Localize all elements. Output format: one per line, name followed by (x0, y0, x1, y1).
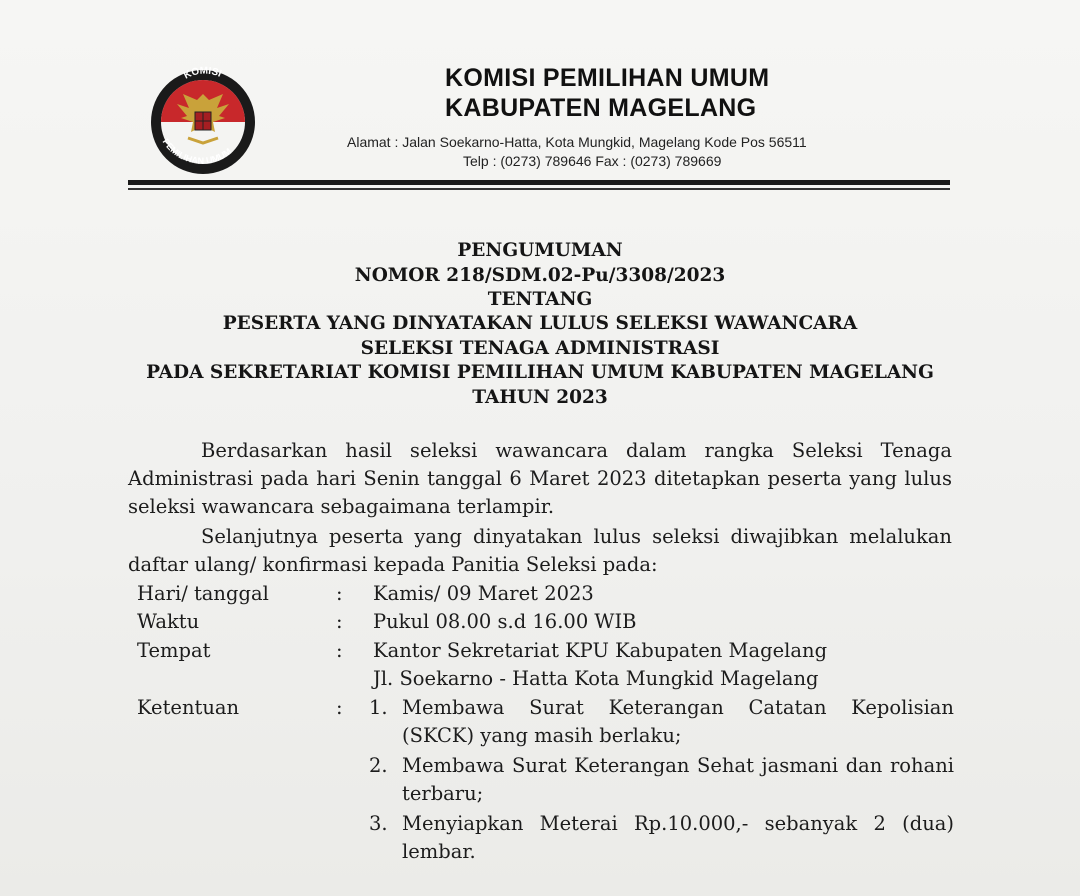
term-text-3: Menyiapkan Meterai Rp.10.000,- sebanyak 2 (dua) lembar. (402, 812, 954, 863)
terms-label: Ketentuan (137, 696, 240, 719)
announcement-heading: PENGUMUMAN (457, 240, 623, 261)
time-label: Waktu (137, 610, 200, 633)
address-line: Alamat : Jalan Soekarno-Hatta, Kota Mungkid, Magelang Kode Pos 56511 (347, 134, 807, 150)
place-colon: : (336, 639, 343, 662)
subject-line-1: PESERTA YANG DINYATAKAN LULUS SELEKSI WAWANCARA (222, 313, 858, 334)
day-colon: : (336, 582, 343, 605)
term-number-3: 3. (369, 812, 388, 835)
subject-line-3: PADA SEKRETARIAT KOMISI PEMILIHAN UMUM KABUPATEN MAGELANG (146, 362, 934, 383)
day-label: Hari/ tanggal (137, 582, 269, 605)
letterhead-divider-thin (128, 188, 950, 190)
place-label: Tempat (137, 639, 211, 662)
announcement-about: TENTANG (487, 289, 593, 310)
terms-colon: : (336, 696, 343, 719)
announcement-number: NOMOR 218/SDM.02-Pu/3308/2023 (354, 265, 726, 286)
subject-line-2: SELEKSI TENAGA ADMINISTRASI (360, 338, 720, 359)
subject-line-4: TAHUN 2023 (472, 387, 608, 408)
place-value-line1: Kantor Sekretariat KPU Kabupaten Magelang (373, 639, 828, 662)
kpu-garuda-emblem-icon (148, 60, 258, 182)
logo-top-text: KOMISI (182, 65, 224, 82)
term-number-2: 2. (369, 754, 388, 777)
phone-fax-line: Telp : (0273) 789646 Fax : (0273) 789669 (463, 153, 722, 169)
place-value-line2: Jl. Soekarno - Hatta Kota Mungkid Magelang (373, 667, 819, 690)
term-number-1: 1. (369, 696, 388, 719)
term-text-2: Membawa Surat Keterangan Sehat jasmani dan rohani terbaru; (402, 754, 954, 805)
day-value: Kamis/ 09 Maret 2023 (373, 582, 594, 605)
body-paragraph-2: Selanjutnya peserta yang dinyatakan lulus seleksi diwajibkan melalukan daftar ulang/ konfirmasi kepada Panitia Seleksi pada: (128, 525, 952, 576)
term-text-1: Membawa Surat Keterangan Catatan Kepolisian (SKCK) yang masih berlaku; (402, 696, 954, 747)
time-colon: : (336, 610, 343, 633)
logo-bottom-text: PEMILIHAN UMUM (160, 136, 234, 166)
body-paragraph-1: Berdasarkan hasil seleksi wawancara dalam rangka Seleksi Tenaga Administrasi pada hari Senin tanggal 6 Maret 2023 ditetapkan peserta yang lulus seleksi wawancara sebagaimana terlampir. (128, 439, 952, 518)
org-name-line1: KOMISI PEMILIHAN UMUM (445, 64, 770, 92)
org-name-line2: KABUPATEN MAGELANG (445, 94, 757, 122)
time-value: Pukul 08.00 s.d 16.00 WIB (373, 610, 637, 633)
letterhead-divider-thick (128, 180, 950, 185)
